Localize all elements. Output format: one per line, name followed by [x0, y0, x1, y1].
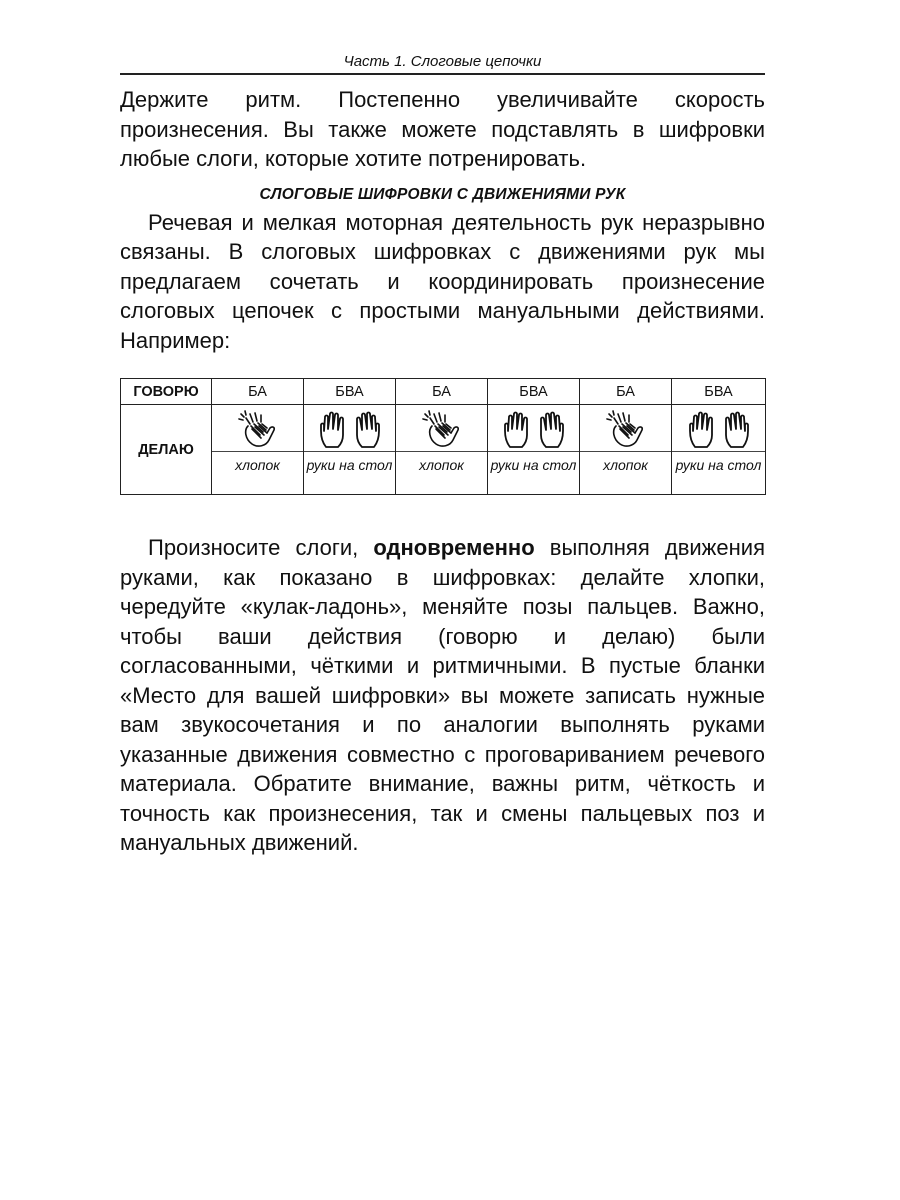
final-text-start: Произносите слоги,: [148, 535, 374, 560]
final-text-rest: выполняя движения руками, как показано в шифровках: делайте хлопки, чередуйте «кулак-ладонь», меняйте позы пальцев. Важно, чтобы ваши действия (говорю и делаю) были согласованными, чёткими и ритмичными. В пустые бланки «Место для вашей шифровки» вы можете записать нужные вам звукосочетания и по аналогии выполнять руками указанные движения совместно с проговариванием речевого материала. Обратите внимание, важны ритм, чёткость и точность как произнесения, так и смены пальцевых поз и мануальных движений.: [120, 535, 765, 855]
clapping-hands-icon: [236, 408, 280, 450]
gesture-caption: хлопок: [396, 451, 487, 494]
clapping-hands-icon: [604, 408, 648, 450]
gesture-cell: [488, 405, 580, 495]
gesture-cell: [212, 405, 304, 495]
syllable-cell: БА: [580, 379, 672, 405]
gesture-cell: [396, 405, 488, 495]
do-label: ДЕЛАЮ: [121, 405, 212, 495]
running-head: Часть 1. Слоговые цепочки: [120, 50, 765, 75]
syllable-cell: БВА: [488, 379, 580, 405]
palms-down-icon: [304, 407, 395, 451]
final-text-bold: одновременно: [373, 535, 535, 560]
scheme-table: [120, 378, 766, 495]
gesture-caption: хлопок: [580, 451, 671, 494]
syllable-cell: БВА: [304, 379, 396, 405]
palms-down-icon: [488, 407, 579, 451]
gesture-cell: [580, 405, 672, 495]
do-row: [121, 405, 766, 495]
syllable-cell: БА: [396, 379, 488, 405]
say-label: ГОВОРЮ: [121, 379, 212, 405]
gesture-cell: [672, 405, 766, 495]
left-hand-icon: [502, 409, 532, 449]
gesture-cell: [304, 405, 396, 495]
syllable-cell: БА: [212, 379, 304, 405]
clapping-hands-icon: [420, 408, 464, 450]
intro-paragraph: Держите ритм. Постепенно увеличивайте скорость произнесения. Вы также можете подставлять в шифровки любые слоги, которые хотите потренировать.: [120, 87, 765, 171]
section-paragraph: Речевая и мелкая моторная деятельность рук неразрывно связаны. В слоговых шифровках с движениями рук мы предлагаем сочетать и координировать произнесение слоговых цепочек с простыми мануальными действиями. Например:: [120, 209, 765, 353]
right-hand-icon: [536, 409, 566, 449]
gesture-caption: хлопок: [212, 451, 303, 494]
final-paragraph: [120, 533, 765, 858]
right-hand-icon: [721, 409, 751, 449]
gesture-caption: руки на стол: [488, 451, 579, 494]
gesture-caption: руки на стол: [672, 451, 765, 494]
section-title: СЛОГОВЫЕ ШИФРОВКИ С ДВИЖЕНИЯМИ РУК: [259, 185, 626, 203]
say-row: [121, 379, 766, 405]
left-hand-icon: [687, 409, 717, 449]
left-hand-icon: [318, 409, 348, 449]
syllable-cell: БВА: [672, 379, 766, 405]
right-hand-icon: [352, 409, 382, 449]
gesture-caption: руки на стол: [304, 451, 395, 494]
palms-down-icon: [672, 407, 765, 451]
book-page: [120, 50, 765, 855]
